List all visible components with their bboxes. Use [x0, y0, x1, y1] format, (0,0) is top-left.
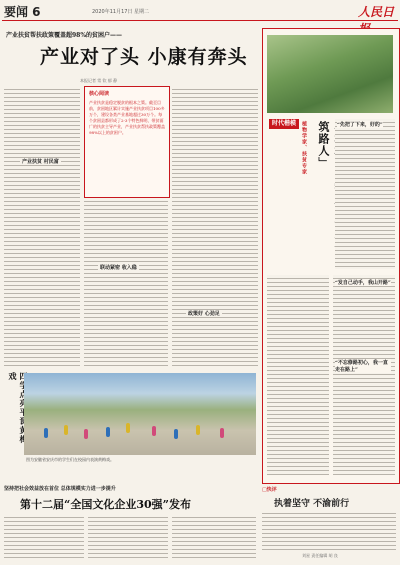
feature-tag: 时代楷模 — [269, 119, 299, 129]
commentary-column — [262, 510, 396, 550]
portrait-photo — [267, 35, 393, 113]
feature-quote-3: “不忘修路初心，我一直走在路上” — [335, 359, 391, 373]
bottom-headline: 第十二届“全国文化企业30强”发布 — [20, 498, 191, 511]
photo-caption: 图为安徽省安庆市的学生们在校园内表演黄梅戏。 — [26, 457, 114, 462]
lead-kicker: 产业扶贫帮扶政策覆盖超98%的贫困户—— — [6, 32, 123, 39]
photo-vertical-title: 戏 — [8, 372, 18, 381]
feature-panel — [262, 28, 400, 484]
commentary-title: 执着坚守 不渝前行 — [274, 499, 350, 509]
newspaper-logo: 人民日 — [358, 5, 395, 19]
dance-photo — [24, 373, 256, 455]
bottom-column-1 — [4, 514, 84, 560]
feature-side-kicker: 植物学家、扶贫专家 — [301, 121, 307, 175]
lead-column-3 — [172, 86, 258, 366]
core-reading-label: 核心阅读 — [89, 91, 110, 97]
feature-quote-2: “发自己动手，我山开路” — [335, 280, 391, 286]
lead-byline: 本报记者 常 钦 郁 静 — [80, 78, 118, 83]
feature-column-right — [335, 119, 395, 269]
bottom-column-2 — [88, 514, 168, 560]
commentary-tag: □快评 — [262, 487, 277, 493]
core-reading-box — [84, 86, 170, 198]
issue-date: 2020年11月17日 星期二 — [92, 9, 150, 15]
core-reading-text: 产业扶贫是稳定脱贫的根本之策。截至目前，贫困地区累计实施产业扶贫项目100多万个，建设各类产业基地超过30万个。每个贫困县都形成了2-3个特色鲜明、带贫面广的扶贫主导产业，产业扶贫帮扶政策覆盖98%以上的贫困户。 — [89, 100, 165, 135]
subhead-2: 联动紧密 收入稳 — [100, 265, 137, 271]
feature-quote-1: “先把了下来，好的” — [337, 122, 383, 128]
commentary-block — [262, 486, 398, 562]
page-footer: 刘星 责任编辑 胡 良 — [302, 553, 338, 558]
lead-headline: 产业对了头 小康有奔头 — [40, 46, 248, 68]
page-header — [0, 0, 400, 22]
subhead-3: 政策好 心劲足 — [188, 311, 220, 317]
header-rule — [2, 20, 398, 21]
subhead-1: 产业扶贫 村民富 — [22, 159, 59, 165]
bottom-column-3 — [172, 514, 256, 560]
lead-column-1 — [4, 86, 80, 366]
feature-title: 筑路人」 — [317, 121, 330, 169]
feature-column-2 — [333, 275, 395, 475]
feature-column-1 — [267, 275, 329, 475]
bottom-kicker: 坚持把社会效益放在首位 总体规模实力进一步提升 — [4, 486, 116, 492]
section-label: 要闻 6 — [4, 5, 41, 19]
